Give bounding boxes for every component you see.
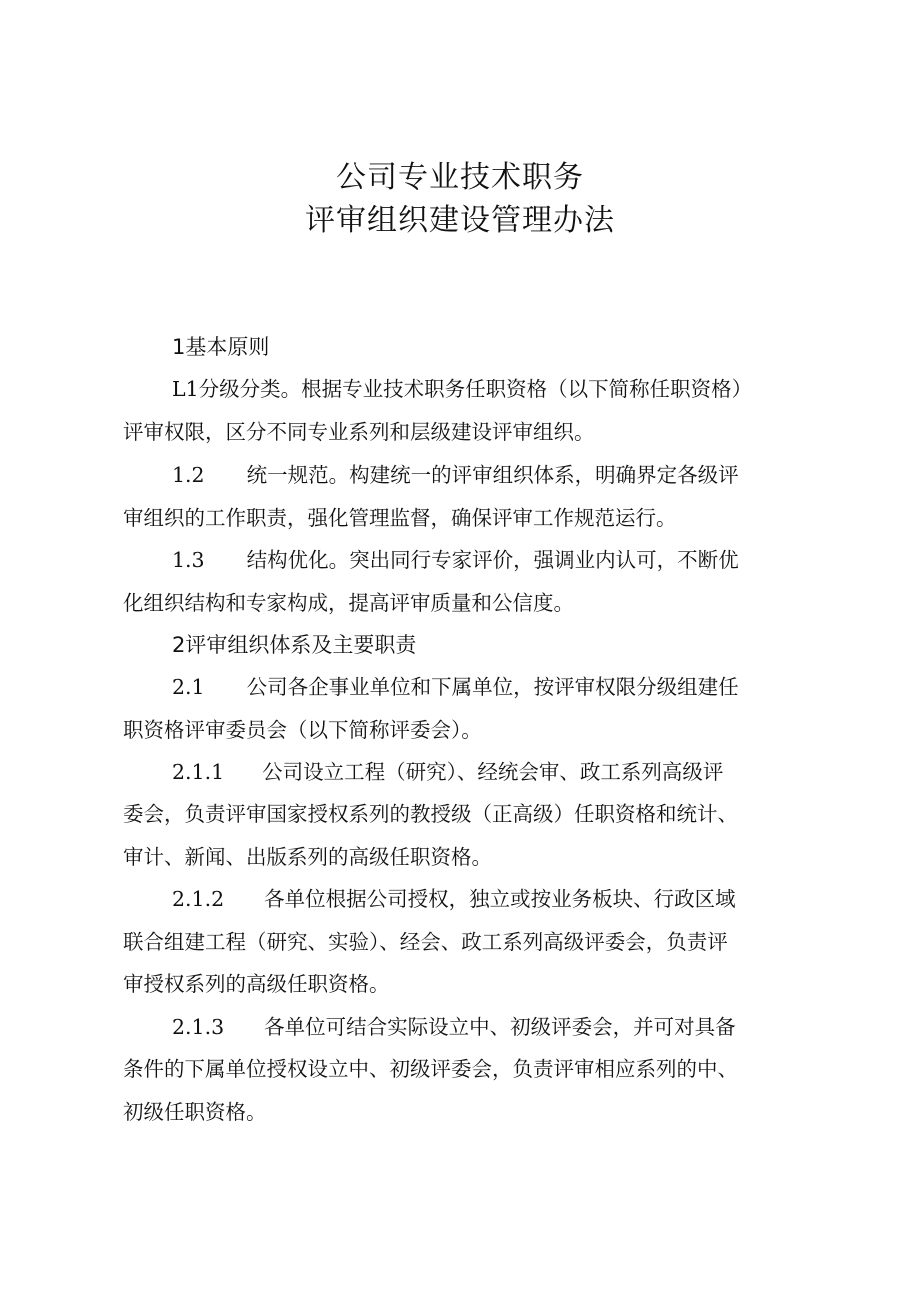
paragraph-2-1-3-line-1: [172, 1017, 736, 1038]
paragraph-2-1-1-line-2: 委会，负责评审国家授权系列的教授级（正高级）任职资格和统计、: [123, 802, 738, 826]
paragraph-2-1-line-2: 职资格评审委员会（以下简称评委会）。: [123, 718, 482, 742]
clause-number: 2.1: [172, 675, 205, 699]
paragraph-1-2-line-1: [172, 465, 739, 486]
clause-number: 2.1.2: [172, 887, 225, 911]
clause-text: 结构优化。突出同行专家评价，强调业内认可，不断优: [246, 548, 739, 572]
paragraph-2-1-1-line-3: 审计、新闻、出版系列的高级任职资格。: [123, 845, 492, 869]
paragraph-1-1-line-2: 评审权限，区分不同专业系列和层级建设评审组织。: [123, 420, 595, 444]
clause-number: 2.1.1: [172, 760, 225, 784]
clause-text: 各单位可结合实际设立中、初级评委会，并可对具备: [264, 1015, 736, 1039]
paragraph-1-3-line-2: 化组织结构和专家构成，提高评审质量和公信度。: [123, 591, 574, 615]
clause-text: 各单位根据公司授权，独立或按业务板块、行政区域: [264, 887, 736, 911]
clause-number: 1.2: [172, 463, 205, 487]
paragraph-2-1-2-line-1: [172, 889, 736, 910]
paragraph-2-1-3-line-2: 条件的下属单位授权设立中、初级评委会，负责评审相应系列的中、: [123, 1057, 738, 1081]
paragraph-2-1-2-line-3: 审授权系列的高级任职资格。: [123, 972, 390, 996]
paragraph-1-3-line-1: [172, 550, 739, 571]
paragraph-1-1-line-1: L1分级分类。根据专业技术职务任职资格（以下简称任职资格）: [172, 377, 753, 401]
paragraph-2-1-3-line-3: 初级任职资格。: [123, 1100, 267, 1124]
paragraph-2-1-1-line-1: [172, 762, 723, 783]
paragraph-1-2-line-2: 审组织的工作职责，强化管理监督，确保评审工作规范运行。: [123, 506, 677, 530]
document-title-line1: 公司专业技术职务: [336, 160, 584, 195]
clause-text: 公司设立工程（研究）、经统会审、政工系列高级评: [262, 760, 724, 784]
clause-number: 1.3: [172, 548, 205, 572]
clause-text: 统一规范。构建统一的评审组织体系，明确界定各级评: [246, 463, 739, 487]
document-title-line2: 评审组织建设管理办法: [305, 203, 615, 238]
section-1-heading: 1基本原则: [172, 335, 270, 359]
paragraph-2-1-line-1: [172, 677, 739, 698]
clause-number: 2.1.3: [172, 1015, 225, 1039]
section-2-heading: 2评审组织体系及主要职责: [172, 633, 417, 657]
clause-text: 公司各企事业单位和下属单位，按评审权限分级组建任: [246, 675, 739, 699]
paragraph-2-1-2-line-2: 联合组建工程（研究、实验）、经会、政工系列高级评委会，负责评: [123, 930, 728, 954]
